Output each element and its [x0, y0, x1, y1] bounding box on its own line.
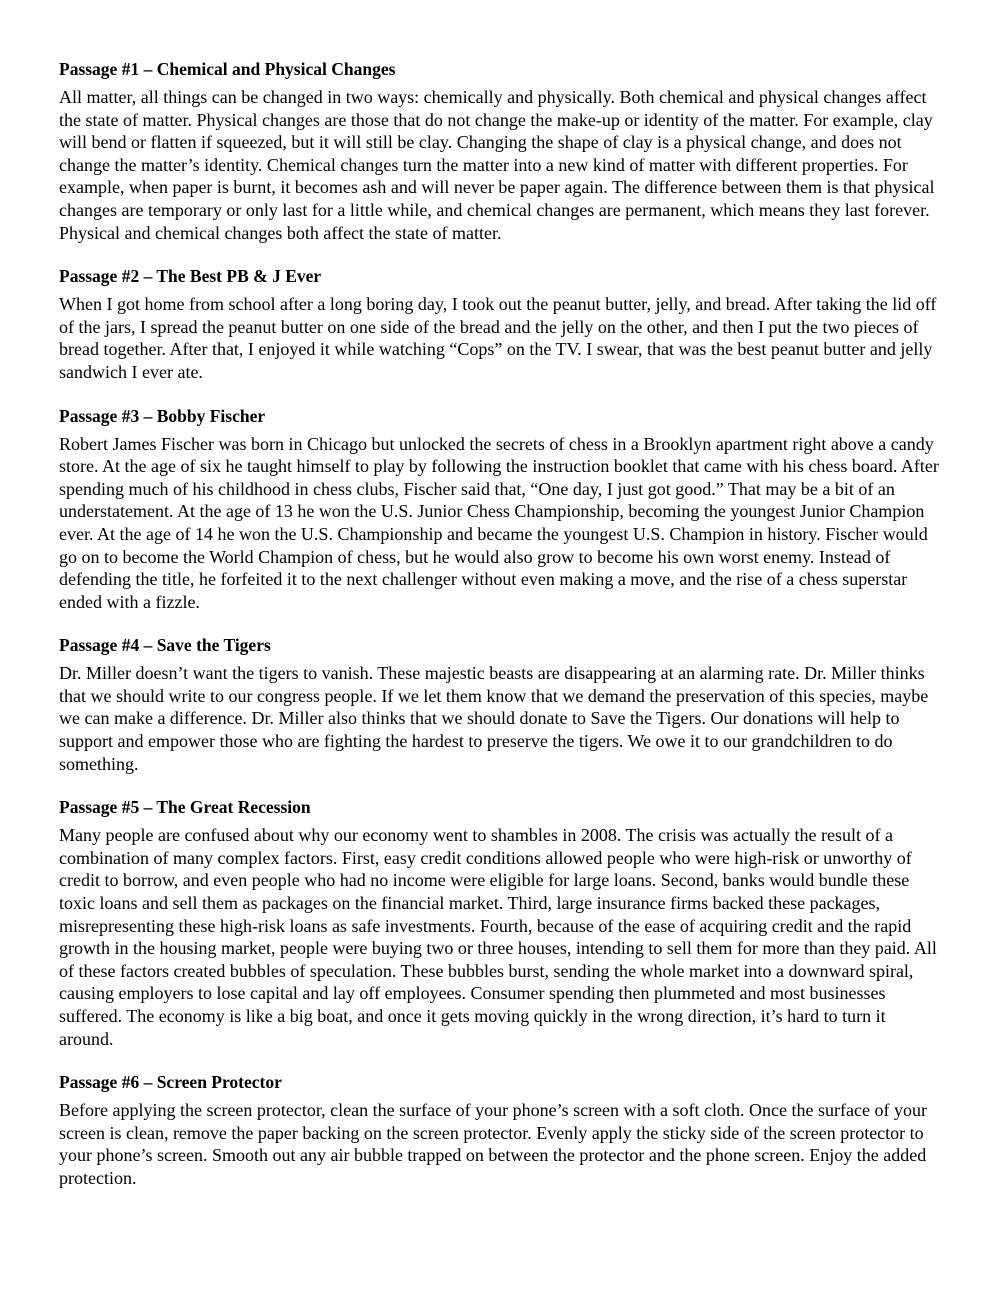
passage-3 [59, 405, 939, 614]
passage-body: All matter, all things can be changed in two ways: chemically and physically. Both chemical and physical changes affect the state of matter. Physical changes are those that do not change the make-up or identity of the matter. For example, clay will bend or flatten if squeezed, but it will still be clay. Changing the shape of clay is a physical change, and does not change the matter’s identity. Chemical changes turn the matter into a new kind of matter with different properties. For example, when paper is burnt, it becomes ash and will never be paper again. The difference between them is that physical changes are temporary or only last for a little while, and chemical changes are permanent, which means they last forever. Physical and chemical changes both affect the state of matter. [59, 87, 935, 243]
document-page [59, 58, 939, 1211]
passage-title: Passage #2 – The Best PB & J Ever [59, 266, 322, 287]
passage-6 [59, 1071, 939, 1189]
passage-title: Passage #6 – Screen Protector [59, 1072, 282, 1093]
passage-5 [59, 796, 939, 1050]
passage-2 [59, 265, 939, 383]
passage-title: Passage #1 – Chemical and Physical Changes [59, 59, 396, 79]
passage-body: Robert James Fischer was born in Chicago but unlocked the secrets of chess in a Brooklyn apartment right above a candy store. At the age of six he taught himself to play by following the instruction booklet that came with his chess board. After spending much of his childhood in chess clubs, Fischer said that, “One day, I just got good.” That may be a bit of an understatement. At the age of 13 he won the U.S. Junior Chess Championship, becoming the youngest Junior Champion ever. At the age of 14 he won the U.S. Championship and became the youngest U.S. Champion in history. Fischer would go on to become the World Champion of chess, but he would also grow to become his own worst enemy. Instead of defending the title, he forfeited it to the next challenger without even making a move, and the rise of a chess superstar ended with a fizzle. [59, 433, 939, 612]
passage-1 [59, 58, 939, 244]
passage-4 [59, 634, 939, 775]
passage-body: Many people are confused about why our economy went to shambles in 2008. The crisis was actually the result of a combination of many complex factors. First, easy credit conditions allowed people who were high-risk or unworthy of credit to borrow, and even people who had no income were eligible for large loans. Second, banks would bundle these toxic loans and sell them as packages on the financial market. Third, large insurance firms backed these packages, misrepresenting these high-risk loans as safe investments. Fourth, because of the ease of acquiring credit and the rapid growth in the housing market, people were buying two or three houses, intending to sell them for more than they paid. All of these factors created bubbles of speculation. These bubbles burst, sending the whole market into a downward spiral, causing employers to lose capital and lay off employees. Consumer spending then plummeted and most businesses suffered. The economy is like a big boat, and once it gets moving quickly in the wrong direction, it’s hard to turn it around. [59, 825, 937, 1049]
passage-title: Passage #4 – Save the Tigers [59, 635, 271, 656]
passage-title: Passage #3 – Bobby Fischer [59, 405, 266, 426]
passage-body: Before applying the screen protector, clean the surface of your phone’s screen with a soft cloth. Once the surface of your screen is clean, remove the paper backing on the screen protector. Evenly apply the sticky side of the screen protector to your phone’s screen. Smooth out any air bubble trapped on between the protector and the phone screen. Enjoy the added protection. [59, 1100, 927, 1188]
passage-title: Passage #5 – The Great Recession [59, 797, 311, 818]
passage-body: Dr. Miller doesn’t want the tigers to vanish. These majestic beasts are disappearing at an alarming rate. Dr. Miller thinks that we should write to our congress people. If we let them know that we demand the preservation of this species, maybe we can make a difference. Dr. Miller also thinks that we should donate to Save the Tigers. Our donations will help to support and empower those who are fighting the hardest to preserve the tigers. We owe it to our grandchildren to do something. [59, 663, 929, 774]
passage-body: When I got home from school after a long boring day, I took out the peanut butter, jelly, and bread. After taking the lid off of the jars, I spread the peanut butter on one side of the bread and the jelly on the other, and then I put the two pieces of bread together. After that, I enjoyed it while watching “Cops” on the TV. I swear, that was the best peanut butter and jelly sandwich I ever ate. [59, 294, 937, 382]
